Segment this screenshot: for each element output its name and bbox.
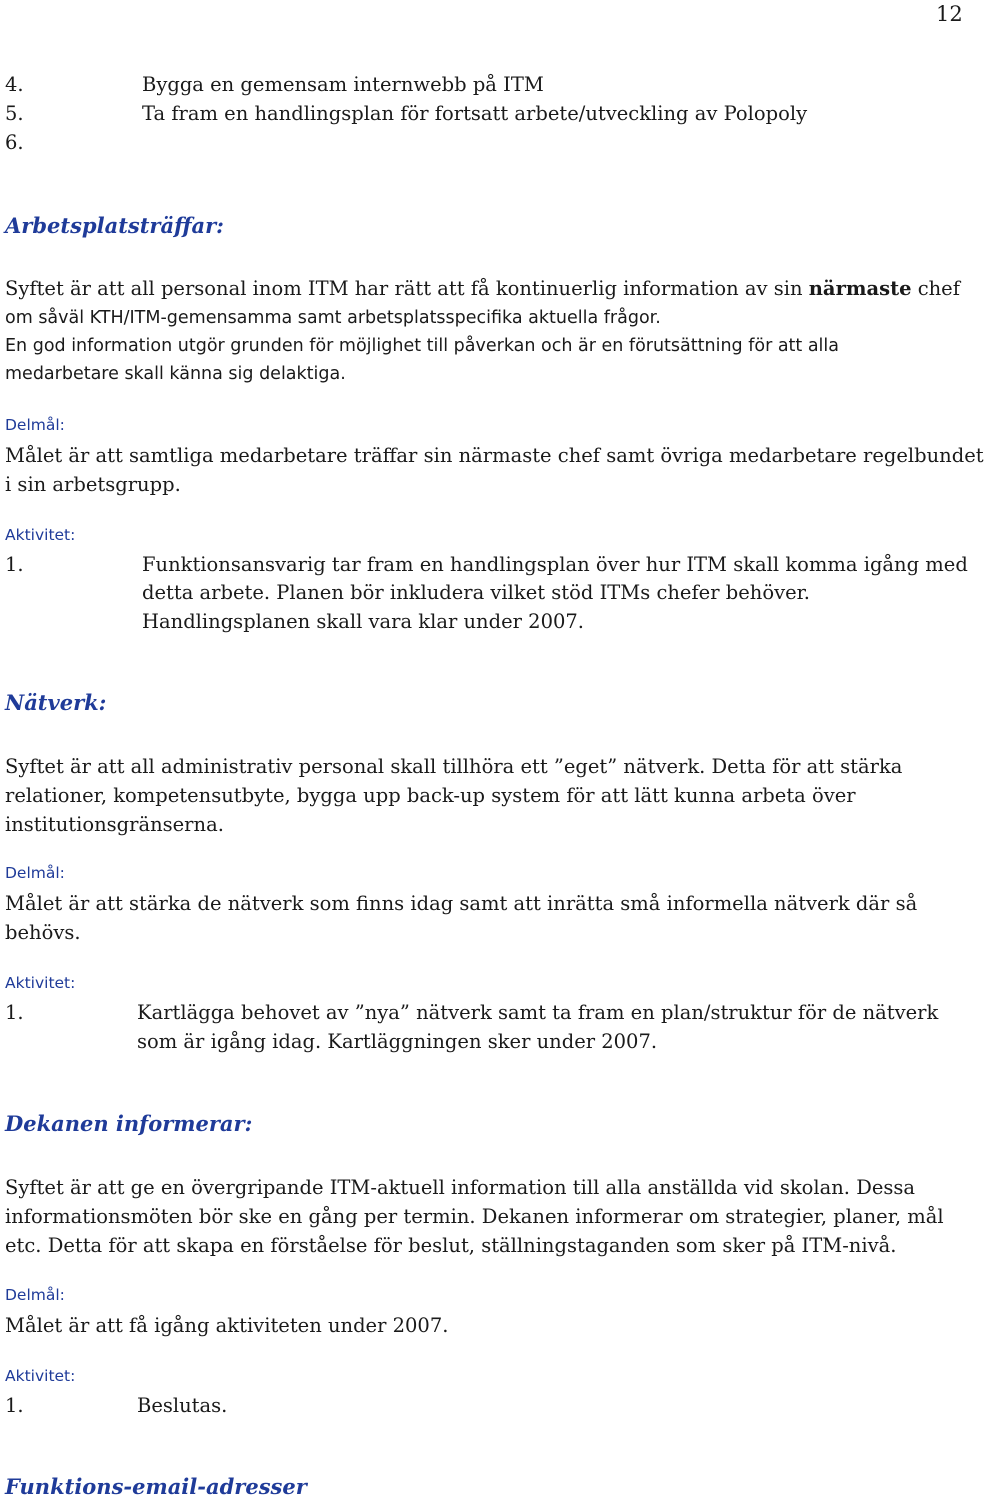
paragraph-line: Målet är att stärka de nätverk som finns idag samt att inrätta små informella nätverk där så <box>5 892 918 915</box>
paragraph-line: i sin arbetsgrupp. <box>5 473 181 496</box>
page-number: 12 <box>936 2 963 26</box>
emphasis-text: närmaste <box>808 277 912 300</box>
section-heading-dekanen: Dekanen informerar: <box>5 1111 253 1136</box>
paragraph-line: Syftet är att all personal inom ITM har rätt att få kontinuerlig information av sin närmaste chef <box>5 277 960 300</box>
section-heading-funktions-email: Funktions-email-adresser <box>5 1474 307 1499</box>
list-number: 1. <box>5 553 24 576</box>
list-text: Kartlägga behovet av ”nya” nätverk samt ta fram en plan/struktur för de nätverk <box>137 1001 939 1024</box>
aktivitet-label: Aktivitet: <box>5 526 76 544</box>
paragraph-line: medarbetare skall känna sig delaktiga. <box>5 364 346 384</box>
paragraph-line: Syftet är att ge en övergripande ITM-aktuell information till alla anställda vid skolan. Dessa <box>5 1176 916 1199</box>
list-number: 5. <box>5 102 24 125</box>
section-heading-natverk: Nätverk: <box>5 690 107 715</box>
paragraph-line: relationer, kompetensutbyte, bygga upp back-up system för att lätt kunna arbeta över <box>5 784 856 807</box>
aktivitet-label: Aktivitet: <box>5 1367 76 1385</box>
list-text: Handlingsplanen skall vara klar under 2007. <box>142 610 584 633</box>
delmal-label: Delmål: <box>5 864 65 882</box>
section-heading-arbetsplatstraffar: Arbetsplatsträffar: <box>5 213 224 238</box>
list-text: detta arbete. Planen bör inkludera vilket stöd ITMs chefer behöver. <box>142 581 810 604</box>
paragraph-line: etc. Detta för att skapa en förståelse för beslut, ställningstaganden som sker på ITM-nivå. <box>5 1234 897 1257</box>
list-number: 4. <box>5 73 24 96</box>
aktivitet-label: Aktivitet: <box>5 974 76 992</box>
list-number: 1. <box>5 1394 24 1417</box>
paragraph-line: En god information utgör grunden för möjlighet till påverkan och är en förutsättning för att alla <box>5 336 840 356</box>
list-text: som är igång idag. Kartläggningen sker under 2007. <box>137 1030 658 1053</box>
list-text: Funktionsansvarig tar fram en handlingsplan över hur ITM skall komma igång med <box>142 553 968 576</box>
list-text: Beslutas. <box>137 1394 228 1417</box>
list-number: 6. <box>5 131 24 154</box>
list-number: 1. <box>5 1001 24 1024</box>
delmal-label: Delmål: <box>5 416 65 434</box>
paragraph-line: om såväl KTH/ITM-gemensamma samt arbetsplatsspecifika aktuella frågor. <box>5 308 661 328</box>
paragraph-line: Målet är att samtliga medarbetare träffar sin närmaste chef samt övriga medarbetare regelbundet <box>5 444 984 467</box>
delmal-label: Delmål: <box>5 1286 65 1304</box>
paragraph-line: Syftet är att all administrativ personal skall tillhöra ett ”eget” nätverk. Detta för att stärka <box>5 755 903 778</box>
list-text: Bygga en gemensam internwebb på ITM <box>142 73 544 96</box>
list-text: Ta fram en handlingsplan för fortsatt arbete/utveckling av Polopoly <box>142 102 808 125</box>
paragraph-line: informationsmöten bör ske en gång per termin. Dekanen informerar om strategier, planer, mål <box>5 1205 944 1228</box>
paragraph-line: Målet är att få igång aktiviteten under 2007. <box>5 1314 449 1337</box>
paragraph-line: institutionsgränserna. <box>5 813 224 836</box>
paragraph-line: behövs. <box>5 921 81 944</box>
